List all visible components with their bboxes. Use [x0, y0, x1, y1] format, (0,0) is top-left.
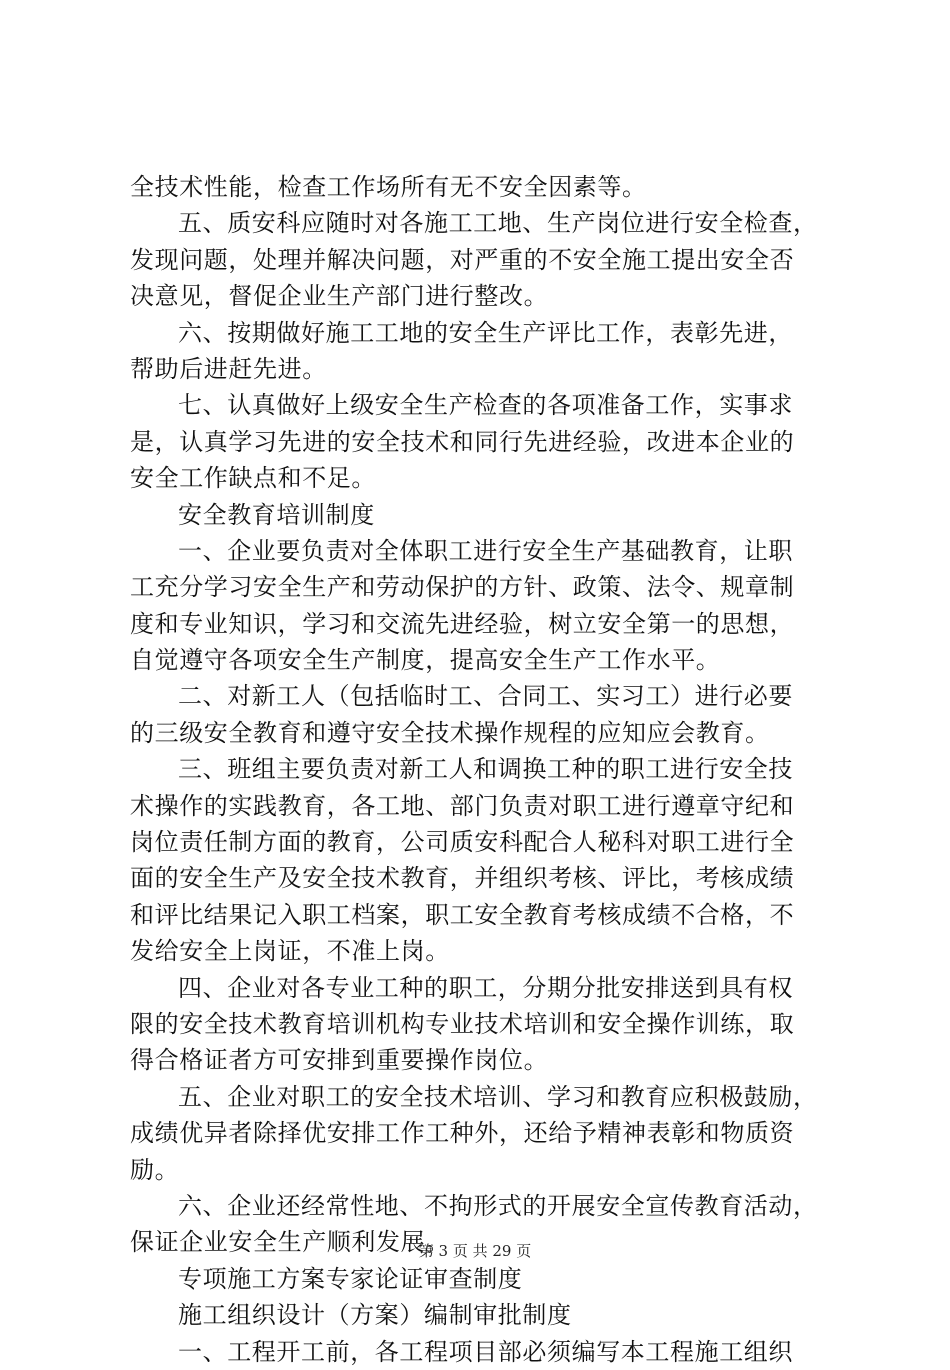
text-line: 发现问题，处理并解决问题，对严重的不安全施工提出安全否: [130, 245, 795, 274]
section-heading: 安全教育培训制度: [178, 500, 375, 529]
text-line: 六、按期做好施工工地的安全生产评比工作，表彰先进，: [178, 318, 793, 347]
text-line: 得合格证者方可安排到重要操作岗位。: [130, 1046, 549, 1075]
text-line: 度和专业知识，学习和交流先进经验，树立安全第一的思想，: [130, 609, 795, 638]
text-line: 三、班组主要负责对新工人和调换工种的职工进行安全技: [178, 755, 793, 784]
text-line: 发给安全上岗证，不准上岗。: [130, 937, 450, 966]
text-line: 工充分学习安全生产和劳动保护的方针、政策、法令、规章制: [130, 573, 795, 602]
text-line: 限的安全技术教育培训机构专业技术培训和安全操作训练，取: [130, 1009, 795, 1038]
text-line: 面的安全生产及安全技术教育，并组织考核、评比，考核成绩: [130, 864, 795, 893]
text-line: 七、认真做好上级安全生产检查的各项准备工作，实事求: [178, 391, 793, 420]
text-line: 决意见，督促企业生产部门进行整改。: [130, 282, 549, 311]
text-line: 和评比结果记入职工档案，职工安全教育考核成绩不合格，不: [130, 900, 795, 929]
text-line: 五、质安科应随时对各施工工地、生产岗位进行安全检查，: [178, 209, 818, 238]
text-line: 六、企业还经常性地、不拘形式的开展安全宣传教育活动，: [178, 1191, 818, 1220]
text-line: 岗位责任制方面的教育，公司质安科配合人秘科对职工进行全: [130, 828, 795, 857]
text-line: 五、企业对职工的安全技术培训、学习和教育应积极鼓励，: [178, 1082, 818, 1111]
text-line: 是，认真学习先进的安全技术和同行先进经验，改进本企业的: [130, 427, 795, 456]
page-number-footer: 第 3 页 共 29 页: [418, 1242, 532, 1260]
section-heading: 施工组织设计（方案）编制审批制度: [178, 1301, 572, 1330]
text-line: 安全工作缺点和不足。: [130, 464, 376, 493]
text-line: 帮助后进赶先进。: [130, 354, 327, 383]
text-line: 一、工程开工前，各工程项目部必须编写本工程施工组织: [178, 1337, 793, 1366]
text-line: 成绩优异者除择优安排工作工种外，还给予精神表彰和物质资: [130, 1119, 795, 1148]
text-line: 的三级安全教育和遵守安全技术操作规程的应知应会教育。: [130, 718, 770, 747]
text-line: 保证企业安全生产顺利发展。: [130, 1228, 450, 1257]
section-heading: 专项施工方案专家论证审查制度: [178, 1264, 523, 1293]
text-line: 全技术性能，检查工作场所有无不安全因素等。: [130, 173, 647, 201]
text-line: 术操作的实践教育，各工地、部门负责对职工进行遵章守纪和: [130, 791, 795, 820]
document-body: [130, 169, 835, 1370]
text-line: 四、企业对各专业工种的职工，分期分批安排送到具有权: [178, 973, 793, 1002]
text-line: 一、企业要负责对全体职工进行安全生产基础教育，让职: [178, 536, 793, 565]
text-line: 二、对新工人（包括临时工、合同工、实习工）进行必要: [178, 682, 793, 711]
text-line: 励。: [130, 1155, 180, 1184]
text-line: 自觉遵守各项安全生产制度，提高安全生产工作水平。: [130, 646, 721, 675]
